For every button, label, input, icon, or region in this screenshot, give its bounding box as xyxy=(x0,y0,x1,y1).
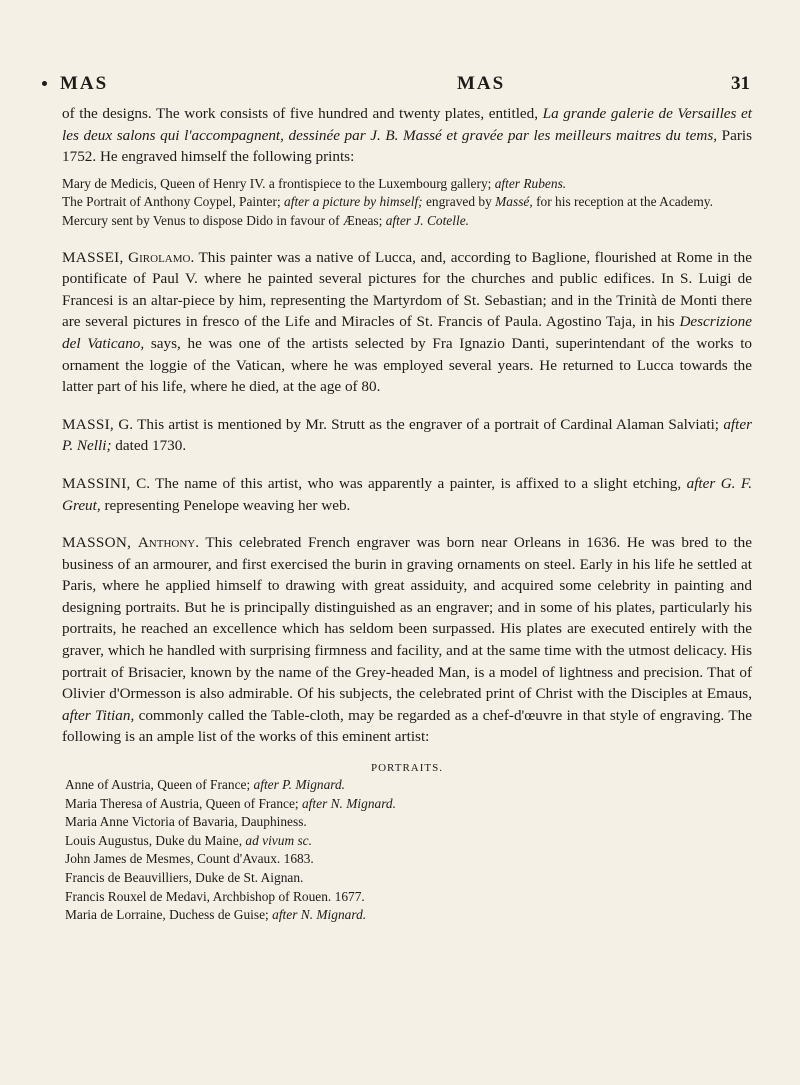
entry-name: MASSI, xyxy=(62,415,115,433)
intro-paragraph xyxy=(62,103,752,168)
print-item: Mercury sent by Venus to dispose Dido in favour of Æneas; after J. Cotelle. xyxy=(62,212,469,228)
running-header xyxy=(60,73,750,101)
entry-massini: MASSINI, C. The name of this artist, who was apparently a painter, is affixed to a slight etching, after G. F. Greut, representing Penelope weaving her web. xyxy=(62,474,752,514)
entry-name: MASSON, xyxy=(62,534,132,552)
entry-name: MASSINI, xyxy=(62,474,131,492)
print-item: The Portrait of Anthony Coypel, Painter; after a picture by himself; engraved by Massé, for his reception at the Academy. xyxy=(62,194,713,210)
header-right-word: MAS xyxy=(457,73,506,94)
list-item: Maria de Lorraine, Duchess de Guise; after N. Mignard. xyxy=(65,907,367,923)
page-body xyxy=(62,103,752,925)
intro-title: La grande galerie de Versailles et les deux salons qui l'accompagnent, dessinée par J. B. Massé et gravée par les meilleurs maitres du tems, xyxy=(62,105,752,144)
entry-massi: MASSI, G. This artist is mentioned by Mr. Strutt as the engraver of a portrait of Cardinal Alaman Salviati; after P. Nelli; dated 1730. xyxy=(62,415,752,455)
list-item: Maria Theresa of Austria, Queen of France; after N. Mignard. xyxy=(65,795,396,811)
entry-given-name: C. xyxy=(136,474,151,492)
bullet-mark-icon xyxy=(42,81,47,86)
entry-given-name: Girolamo. xyxy=(128,248,195,266)
page-number: 31 xyxy=(731,73,750,94)
list-item: Francis Rouxel de Medavi, Archbishop of Rouen. 1677. xyxy=(65,888,365,904)
intro-text: of the designs. The work consists of five hundred and twenty plates, entitled, xyxy=(62,105,543,122)
portraits-heading: PORTRAITS. xyxy=(371,762,443,775)
entry-given-name: Anthony. xyxy=(137,534,200,552)
header-left-word: MAS xyxy=(60,73,109,94)
entry-name: MASSEI, xyxy=(62,248,124,266)
portraits-list xyxy=(62,776,752,925)
list-item: Maria Anne Victoria of Bavaria, Dauphiness. xyxy=(65,814,307,830)
entry-given-name: G. xyxy=(118,415,134,433)
list-item: John James de Mesmes, Count d'Avaux. 1683. xyxy=(65,851,314,867)
list-item: Francis de Beauvilliers, Duke de St. Aignan. xyxy=(65,870,304,885)
entry-masson: MASSON, Anthony. This celebrated French engraver was born near Orleans in 1636. He was bred to the business of an armourer, and first exercised the burin in graving ornaments on steel. Early in his life he settled at Paris, where he applied himself to drawing with great assiduity, and acquired some celebrity in painting and designing portraits. But he is principally distinguished as an engraver; and in some of his plates, particularly his portraits, he reached an excellence which has seldom been surpassed. His plates are executed entirely with the graver, which he handled with surprising firmness and facility, and at the same time with the utmost delicacy. His portrait of Brisacier, known by the name of the Grey-headed Man, is a model of lightness and precision. That of Olivier d'Ormesson is also admirable. Of his subjects, the celebrated print of Christ with the Disciples at Emaus, after Titian, commonly called the Table-cloth, may be regarded as a chef-d'œuvre in that style of engraving. The following is an ample list of the works of this eminent artist: xyxy=(62,534,752,746)
intro-text-end: Paris 1752. He engraved himself the following prints: xyxy=(62,126,753,166)
list-item: Anne of Austria, Queen of France; after P. Mignard. xyxy=(65,777,346,793)
list-item: Louis Augustus, Duke du Maine, ad vivum sc. xyxy=(65,832,312,848)
print-item: Mary de Medicis, Queen of Henry IV. a frontispiece to the Luxembourg gallery; after Rubens. xyxy=(62,175,567,191)
entry-massei: MASSEI, Girolamo. This painter was a native of Lucca, and, according to Baglione, flourished at Rome in the pontificate of Paul V. where he painted several pictures for the churches and public edifices. In S. Luigi de Francesi is an altar-piece by him, representing the Martyrdom of St. Sebastian; and in the Trinità de Monti there are several pictures in fresco of the Life and Miracles of St. Francis of Paula. Agostino Taja, in his Descrizione del Vaticano, says, he was one of the artists selected by Fra Ignazio Danti, superintendant of the works to ornament the loggie of the Vatican, where he was employed several years. He returned to Lucca towards the latter part of his life, where he died, at the age of 80. xyxy=(62,248,753,396)
